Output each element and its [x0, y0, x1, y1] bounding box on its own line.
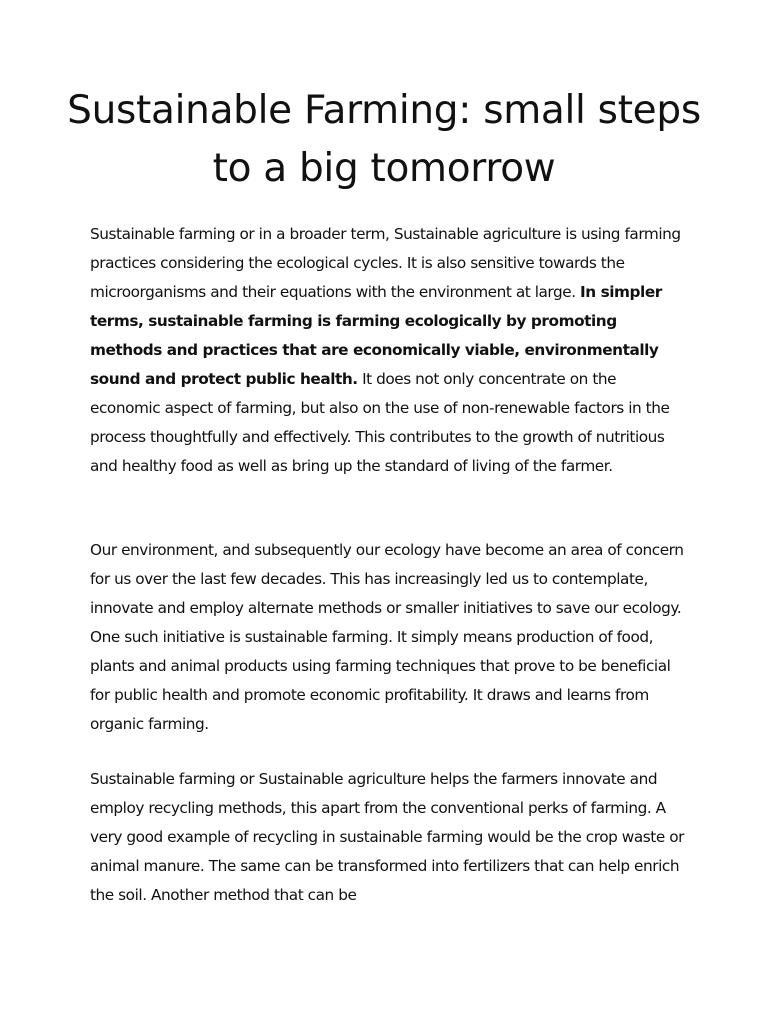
paragraph-1-emphasis: In simpler terms, sustainable farming is farming ecologically by promoting methods and practices that are economically viable, environmentally sound and protect public health.: [90, 283, 662, 388]
paragraph-3: Sustainable farming or Sustainable agriculture helps the farmers innovate and employ recycling methods, this apart from the conventional perks of farming. A very good example of recycling in sustainable farming would be the crop waste or animal manure. The same can be transformed into fertilizers that can help enrich the soil. Another method that can be: [90, 770, 684, 904]
paragraph-1-tail: It does not only concentrate on the economic aspect of farming, but also on the use of non-renewable factors in the process thoughtfully and effectively. This contributes to the growth of nutritious and healthy food as well as bring up the standard of living of the farmer.: [90, 370, 670, 475]
paragraph-2: Our environment, and subsequently our ecology have become an area of concern for us over the last few decades. This has increasingly led us to contemplate, innovate and employ alternate methods or smaller initiatives to save our ecology. One such initiative is sustainable farming. It simply means production of food, plants and animal products using farming techniques that prove to be beneficial for public health and promote economic profitability. It draws and learns from organic farming.: [90, 541, 684, 733]
paragraph-1-lead: Sustainable farming or in a broader term, Sustainable agriculture is using farming practices considering the ecological cycles. It is also sensitive towards the microorganisms and their equations with the environment at large.: [90, 225, 681, 301]
page-title: Sustainable Farming: small steps to a big tomorrow: [67, 88, 701, 191]
paragraph-1: [90, 220, 686, 481]
